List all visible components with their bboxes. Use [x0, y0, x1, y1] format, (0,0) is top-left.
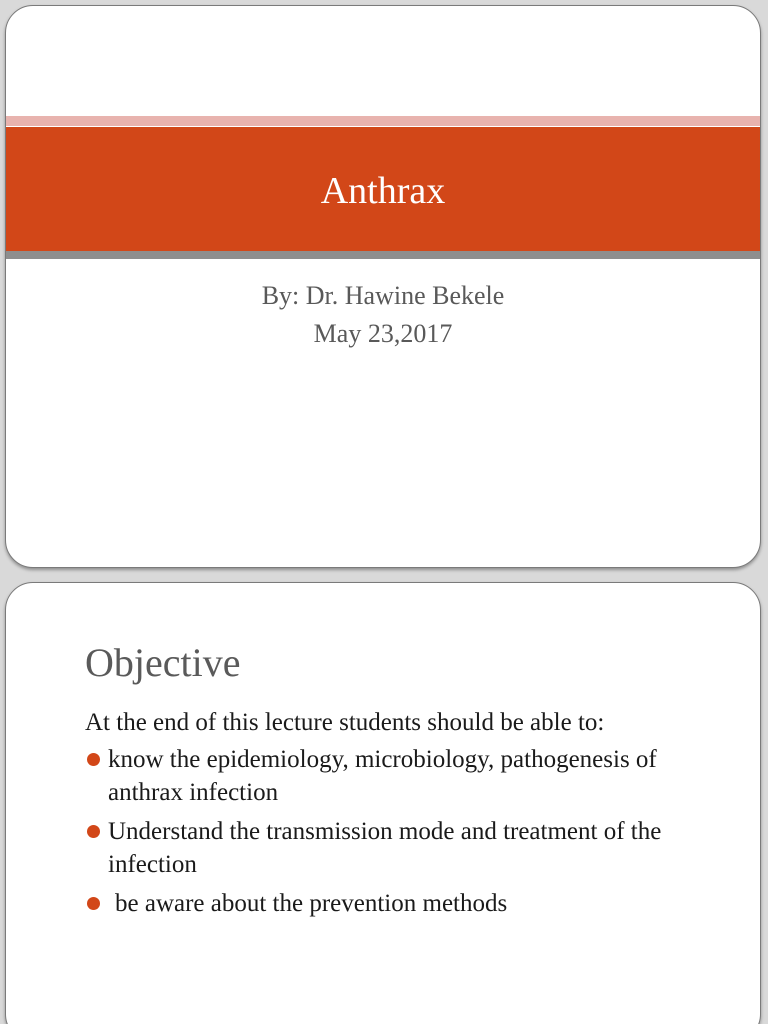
bullet-text: know the epidemiology, microbiology, pathogenesis of anthrax infection: [108, 746, 657, 806]
bullet-dot-icon: [87, 825, 100, 838]
objective-slide: [5, 582, 761, 1024]
objective-intro: At the end of this lecture students should be able to:: [85, 709, 605, 736]
objective-bullet-list: [85, 743, 735, 926]
slide-title: Anthrax: [320, 170, 446, 212]
bullet-item: [85, 743, 735, 809]
date-line: May 23,2017: [313, 319, 453, 348]
title-slide: [5, 5, 761, 568]
author-line: By: Dr. Hawine Bekele: [261, 281, 505, 310]
bullet-dot-icon: [87, 897, 100, 910]
bullet-text: Understand the transmission mode and treatment of the infection: [108, 818, 662, 878]
title-band-top-stripe: [6, 116, 760, 126]
bullet-item: [85, 887, 735, 920]
subtitle-block: [6, 277, 760, 353]
bullet-item: [85, 815, 735, 881]
bullet-text: be aware about the prevention methods: [115, 890, 508, 917]
bullet-dot-icon: [87, 753, 100, 766]
title-band: [6, 127, 760, 251]
objective-heading: Objective: [85, 640, 241, 685]
title-band-bottom-stripe: [6, 251, 760, 259]
